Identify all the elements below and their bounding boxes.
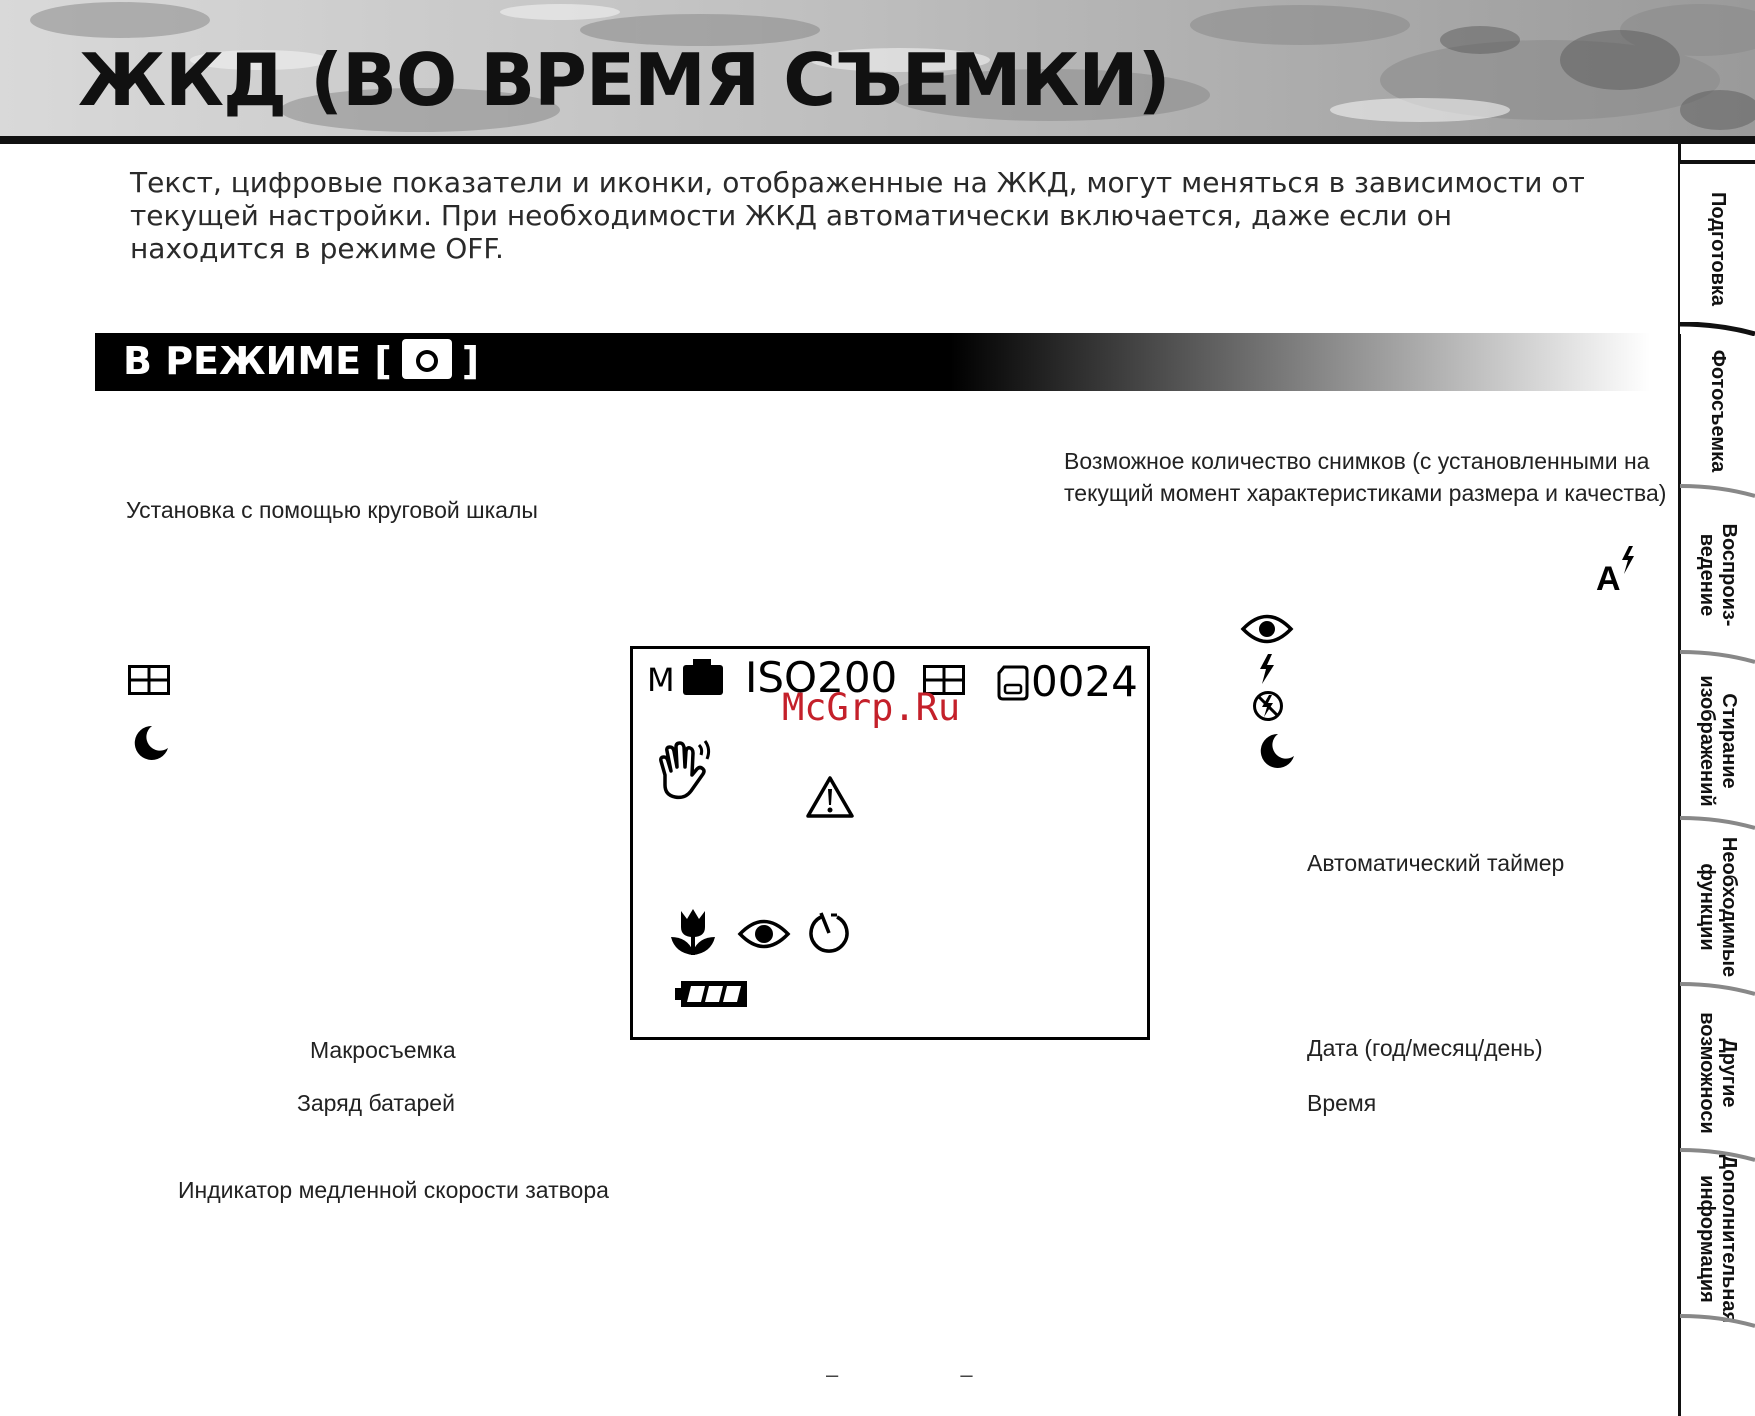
camera-icon [683,659,723,700]
label-macro: Макросъемка [310,1037,456,1063]
quality-grid-icon [128,665,170,700]
page-number-dashes: – – [826,1362,1031,1387]
tab-divider [1680,816,1755,830]
label-dial-setting: Установка с помощью круговой шкалы [126,497,538,523]
lcd-mode: M [647,661,675,699]
tab-divider [1680,484,1755,498]
tab-label: Необходимые функции [1695,836,1740,978]
red-eye-icon [1240,610,1294,653]
lcd-shot-count: 0024 [1031,657,1138,706]
section-heading-suffix: ] [461,339,480,383]
label-shots-remaining-2: текущий момент характеристиками размера и качества) [1064,480,1667,506]
label-battery: Заряд батарей [297,1090,455,1116]
red-eye-icon [737,915,791,958]
night-moon-icon [1258,732,1296,775]
header-divider [0,136,1755,144]
section-heading [123,339,479,388]
tab-label: Другие возможноси [1695,1012,1740,1134]
tab-label: Дополнительная информация [1695,1154,1740,1324]
tab-erasing[interactable] [1680,666,1755,816]
tab-preparation[interactable] [1680,160,1755,334]
tab-divider [1680,322,1755,336]
camera-icon [400,339,454,388]
memory-card-icon [997,665,1029,706]
label-time: Время [1307,1090,1377,1116]
battery-icon [675,979,751,1014]
intro-paragraph: Текст, цифровые показатели и иконки, отображенные на ЖКД, могут меняться в зависимости от текущей настройки. При необходимости ЖКД автоматически включается, даже если он находится в режиме OFF. [130,166,1585,265]
macro-tulip-icon [669,907,717,962]
lcd-iso: ISO200 [745,653,898,702]
tab-label: Фотосъемка [1706,349,1729,473]
tab-shooting[interactable] [1680,336,1755,486]
flash-off-icon [1252,690,1284,727]
label-shots-remaining-1: Возможное количество снимков (с установленными на [1064,448,1650,474]
tab-additional-info[interactable] [1680,1154,1755,1324]
section-heading-bar [95,333,1650,391]
label-date: Дата (год/месяц/день) [1307,1035,1543,1061]
tab-label: Подготовка [1706,192,1729,306]
label-self-timer: Автоматический таймер [1307,850,1565,876]
tab-label: Стирание изображений [1695,675,1740,807]
tab-playback[interactable] [1680,500,1755,650]
flash-icon [1258,654,1276,689]
section-heading-prefix: В РЕЖИМЕ [ [123,339,392,383]
tab-other-features[interactable] [1680,998,1755,1148]
page-title: ЖКД (ВО ВРЕМЯ СЪЕМКИ) [78,38,1170,122]
tab-divider [1680,650,1755,664]
label-slow-shutter: Индикатор медленной скорости затвора [178,1177,609,1203]
night-moon-icon [132,724,170,767]
tab-basic-functions[interactable] [1680,832,1755,982]
tab-divider [1680,1314,1755,1328]
tab-divider [1680,982,1755,996]
tab-label: Воспроиз- ведение [1695,523,1740,627]
hand-shake-icon [655,737,713,806]
self-timer-icon [807,911,851,960]
watermark: McGrp.Ru [782,686,961,729]
warning-icon [805,775,855,824]
page-header [0,0,1755,138]
